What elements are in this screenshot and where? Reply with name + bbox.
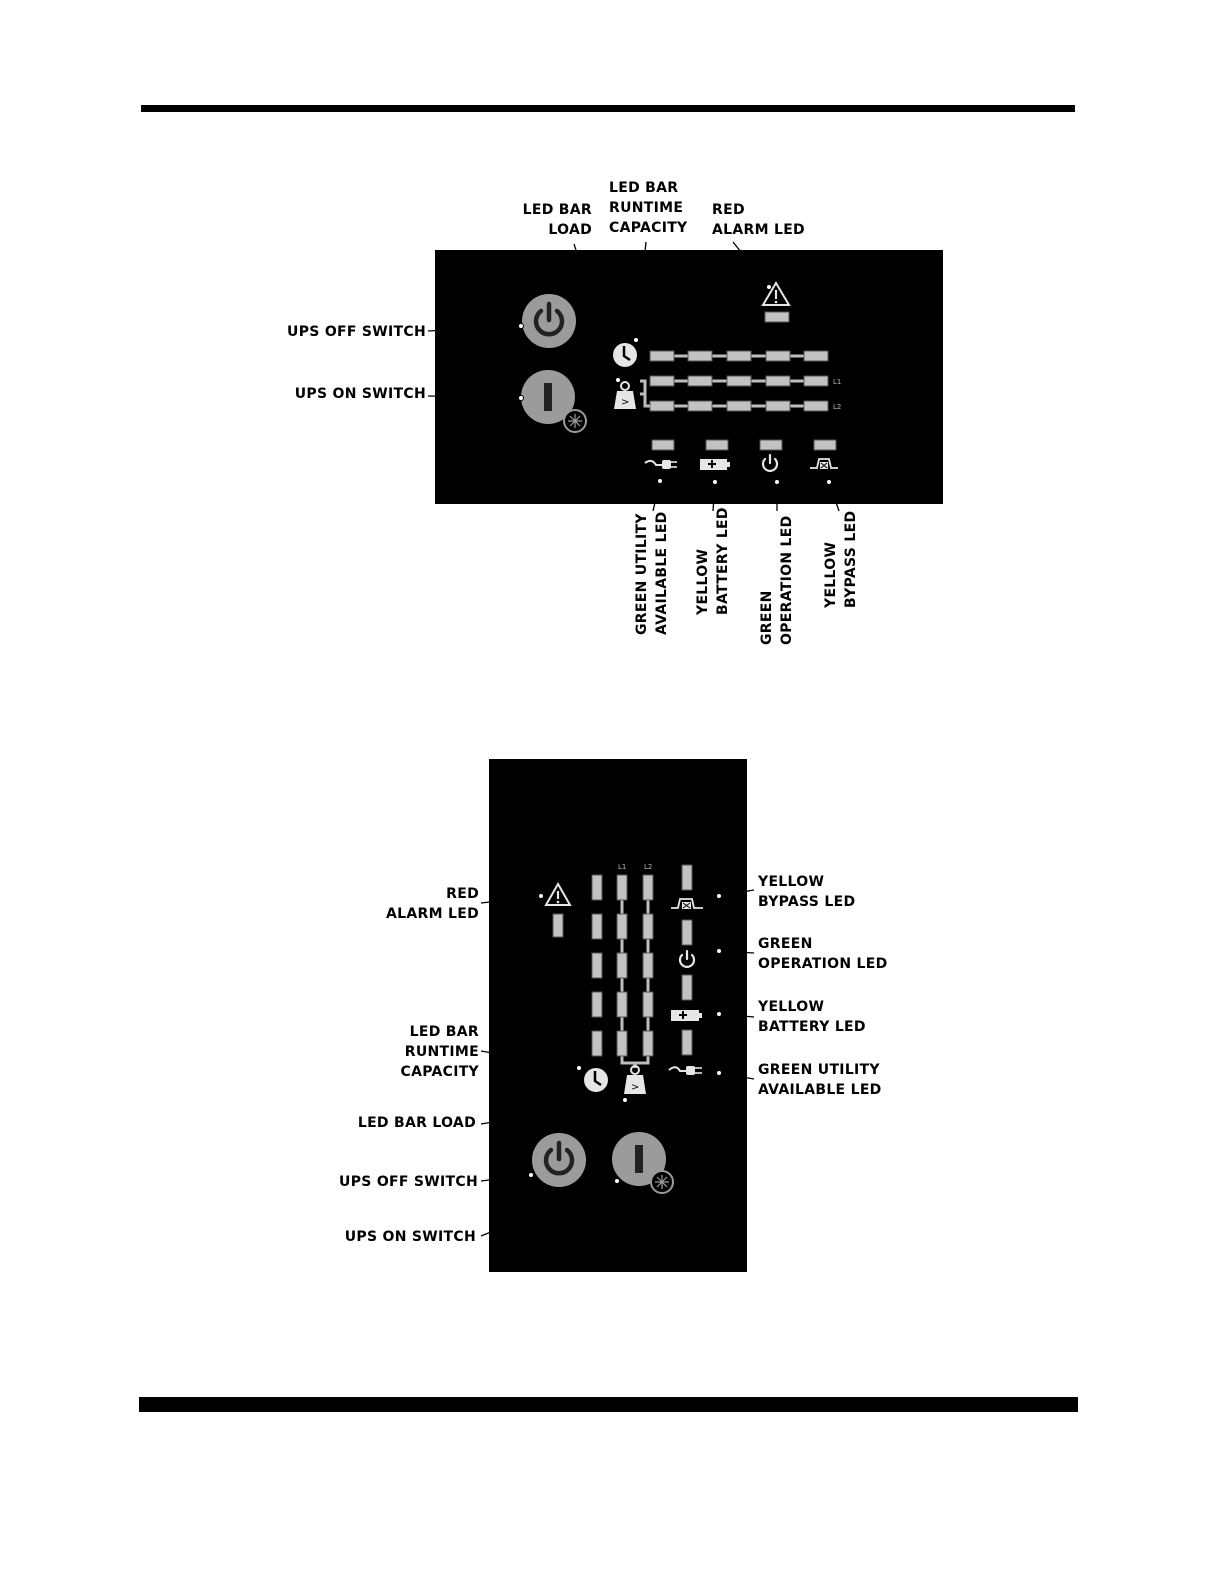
bottom-label-yellow-bypass: YELLOW BYPASS LED <box>758 874 856 910</box>
bottom-clock-icon <box>584 1068 608 1092</box>
top-clock-icon <box>613 343 637 367</box>
bottom-load-l2-led-column <box>643 875 653 1060</box>
top-label-led-bar-runtime: LED BAR RUNTIME CAPACITY <box>609 180 688 236</box>
top-operation-led <box>760 440 782 450</box>
top-l2-tag: L2 <box>833 403 842 411</box>
top-battery-led <box>706 440 728 450</box>
bottom-warning-icon <box>546 884 570 905</box>
bottom-l1-tag: L1 <box>618 863 627 871</box>
bottom-plug-icon <box>669 1066 702 1075</box>
bottom-operation-led <box>682 920 692 945</box>
bottom-battery-icon <box>671 1010 702 1021</box>
bottom-runtime-led-column <box>592 875 602 1056</box>
bottom-load-l1-led-column <box>617 875 627 1060</box>
top-load-l2-led-row <box>650 401 828 411</box>
top-label-yellow-battery: YELLOW BATTERY LED <box>695 507 731 615</box>
top-label-green-operation: GREEN OPERATION LED <box>759 515 795 645</box>
top-label-led-bar-load: LED BAR LOAD <box>522 202 592 238</box>
bottom-label-yellow-battery: YELLOW BATTERY LED <box>758 999 866 1035</box>
bottom-label-led-bar-runtime: LED BAR RUNTIME CAPACITY <box>400 1024 479 1080</box>
bottom-label-led-bar-load: LED BAR LOAD <box>357 1115 476 1131</box>
svg-text:>: > <box>631 1082 640 1093</box>
top-label-red-alarm-led: RED ALARM LED <box>712 202 805 238</box>
bottom-bypass-icon <box>671 899 703 909</box>
top-label-yellow-bypass: YELLOW BYPASS LED <box>823 510 859 608</box>
bottom-weight-icon <box>624 1066 646 1094</box>
top-alarm-led <box>765 312 789 322</box>
bottom-battery-led <box>682 975 692 1000</box>
top-runtime-led-row <box>650 351 828 361</box>
top-battery-icon <box>700 459 730 470</box>
bottom-leader-lines <box>481 890 754 1236</box>
top-weight-icon <box>614 382 636 409</box>
bottom-label-green-operation: GREEN OPERATION LED <box>758 936 888 972</box>
top-l1-tag: L1 <box>833 378 842 386</box>
bottom-bypass-led <box>682 865 692 890</box>
bottom-ups-on-button[interactable] <box>612 1132 673 1193</box>
bottom-alarm-led <box>553 914 563 937</box>
top-plug-icon <box>645 460 677 469</box>
top-ups-on-button[interactable] <box>521 370 586 432</box>
bottom-label-ups-off-switch: UPS OFF SWITCH <box>339 1174 478 1190</box>
bottom-ups-off-button[interactable] <box>532 1133 586 1187</box>
bottom-l2-tag: L2 <box>644 863 653 871</box>
top-ups-off-button[interactable] <box>522 294 576 348</box>
top-power-icon <box>763 455 777 471</box>
bottom-power-icon <box>680 951 694 967</box>
top-bypass-icon <box>810 459 838 469</box>
bottom-utility-led <box>682 1030 692 1055</box>
bottom-label-ups-on-switch: UPS ON SWITCH <box>344 1229 476 1245</box>
bottom-label-green-utility: GREEN UTILITY AVAILABLE LED <box>758 1062 882 1098</box>
top-label-ups-off-switch: UPS OFF SWITCH <box>287 324 426 340</box>
bottom-label-red-alarm-led: RED ALARM LED <box>386 886 479 922</box>
top-label-ups-on-switch: UPS ON SWITCH <box>294 386 426 402</box>
top-load-l1-led-row <box>650 376 828 386</box>
top-bypass-led <box>814 440 836 450</box>
svg-text:>: > <box>621 397 630 408</box>
top-label-green-utility: GREEN UTILITY AVAILABLE LED <box>634 511 670 635</box>
top-utility-led <box>652 440 674 450</box>
